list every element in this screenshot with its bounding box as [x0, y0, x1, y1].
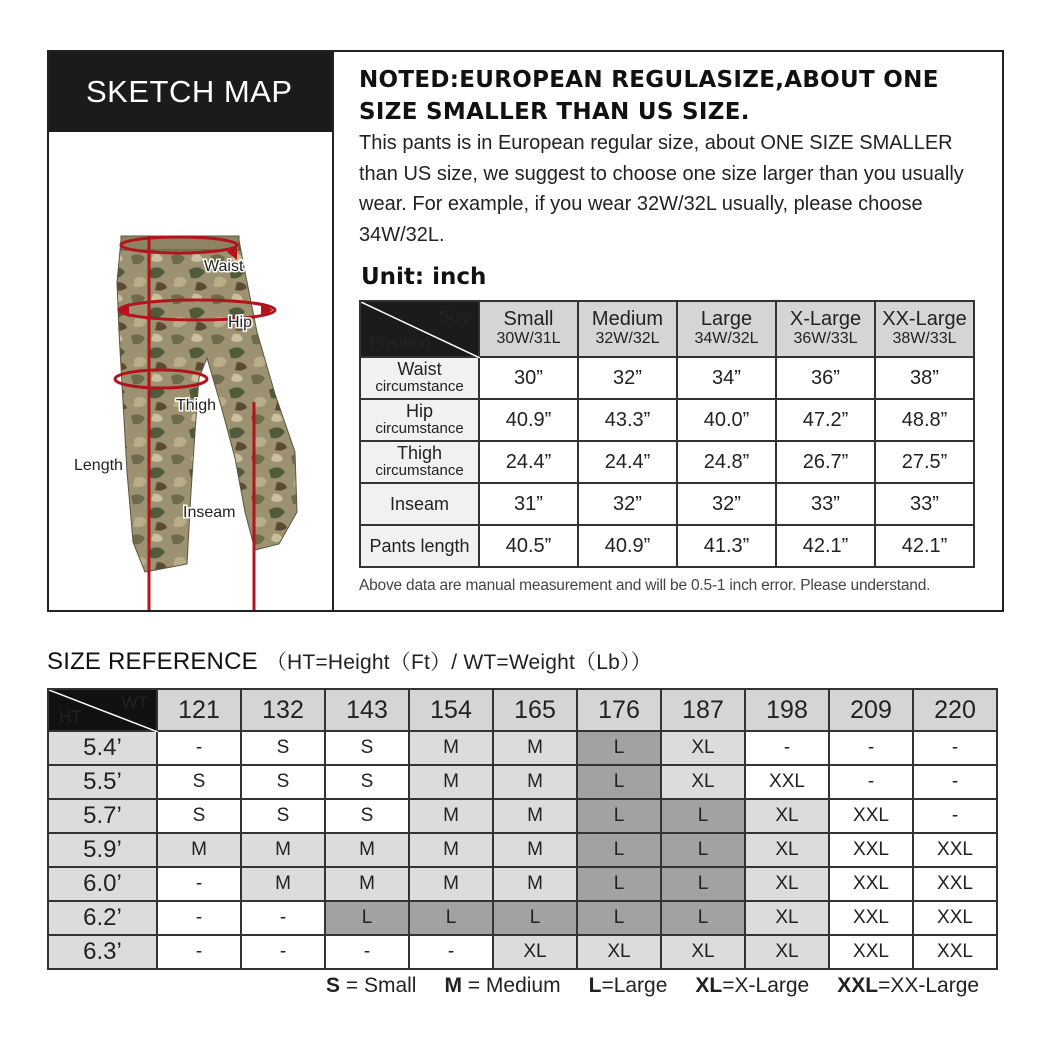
table-cell: 34”	[677, 357, 776, 399]
size-cell: S	[325, 799, 409, 833]
size-cell: M	[325, 867, 409, 901]
row-label-thigh	[360, 441, 479, 483]
table-row	[48, 765, 997, 799]
measurement-footnote: Above data are manual measurement and will be 0.5-1 inch error. Please understand.	[359, 577, 931, 594]
weight-header-cell: 143	[325, 689, 409, 731]
size-cell: -	[157, 867, 241, 901]
table-cell: 31”	[479, 483, 578, 525]
height-cell: 5.5’	[48, 765, 157, 799]
thigh-label: Thigh	[176, 397, 217, 414]
table-cell: 40.9”	[578, 525, 677, 567]
table-cell: 33”	[875, 483, 974, 525]
sketch-map-header: SKETCH MAP	[49, 52, 332, 132]
table-cell: 43.3”	[578, 399, 677, 441]
legend-code: L	[588, 974, 602, 997]
size-cell: M	[325, 833, 409, 867]
size-cell: XXL	[913, 901, 997, 935]
height-cell: 6.2’	[48, 901, 157, 935]
size-cell: S	[157, 765, 241, 799]
size-cell: S	[325, 765, 409, 799]
table-row	[360, 525, 974, 567]
row-label-hip	[360, 399, 479, 441]
size-cell: -	[157, 731, 241, 765]
ht-wt-corner	[48, 689, 157, 731]
size-cell: L	[493, 901, 577, 935]
size-cell: XL	[745, 901, 829, 935]
weight-header-cell: 165	[493, 689, 577, 731]
legend-sep: =	[601, 974, 614, 997]
size-cell: L	[661, 867, 745, 901]
height-cell: 5.9’	[48, 833, 157, 867]
size-col-xlarge	[776, 301, 875, 357]
size-cell: S	[241, 799, 325, 833]
size-cell: XXL	[745, 765, 829, 799]
col-fit: 36W/33L	[793, 330, 858, 347]
weight-header-cell: 154	[409, 689, 493, 731]
size-cell: XL	[745, 867, 829, 901]
row-label-sub: circumstance	[375, 462, 464, 479]
inseam-label: Inseam	[183, 504, 236, 521]
row-label-waist	[360, 357, 479, 399]
size-reference-heading: SIZE REFERENCE	[47, 648, 258, 675]
size-cell: M	[241, 833, 325, 867]
row-label-sub: circumstance	[375, 378, 464, 395]
legend-label: X-Large	[734, 974, 810, 997]
table-cell: 32”	[578, 483, 677, 525]
table-cell: 48.8”	[875, 399, 974, 441]
size-cell: S	[157, 799, 241, 833]
size-cell: -	[913, 765, 997, 799]
size-cell: XXL	[829, 833, 913, 867]
sketch-column	[49, 52, 334, 610]
size-cell: M	[409, 731, 493, 765]
legend-item	[695, 974, 809, 997]
size-cell: -	[409, 935, 493, 969]
size-table	[359, 300, 975, 568]
table-row	[48, 867, 997, 901]
size-cell: L	[577, 833, 661, 867]
legend-item	[326, 974, 416, 997]
legend-label: XX-Large	[890, 974, 980, 997]
table-cell: 40.9”	[479, 399, 578, 441]
hip-label: Hip	[228, 314, 253, 331]
size-cell: XXL	[829, 935, 913, 969]
table-cell: 40.0”	[677, 399, 776, 441]
size-cell: XXL	[913, 935, 997, 969]
legend-sep: =	[722, 974, 735, 997]
size-cell: -	[241, 901, 325, 935]
size-cell: L	[661, 901, 745, 935]
size-cell: -	[913, 731, 997, 765]
table-cell: 27.5”	[875, 441, 974, 483]
weight-header-cell: 198	[745, 689, 829, 731]
legend-code: XL	[695, 974, 723, 997]
size-cell: L	[325, 901, 409, 935]
size-cell: -	[157, 901, 241, 935]
size-cell: L	[577, 799, 661, 833]
col-name: Large	[700, 308, 753, 330]
size-cell: XL	[577, 935, 661, 969]
weight-header-cell: 209	[829, 689, 913, 731]
table-row	[360, 399, 974, 441]
table-row	[48, 901, 997, 935]
table-cell: 32”	[677, 483, 776, 525]
size-cell: XXL	[913, 833, 997, 867]
size-cell: -	[157, 935, 241, 969]
row-label-main: Thigh	[396, 443, 443, 463]
pants-measure-diagram	[49, 132, 332, 610]
col-name: XX-Large	[882, 308, 967, 330]
table-row	[48, 935, 997, 969]
size-cell: -	[829, 731, 913, 765]
row-label-inseam	[360, 483, 479, 525]
size-cell: M	[157, 833, 241, 867]
table-cell: 30”	[479, 357, 578, 399]
size-cell: XL	[661, 935, 745, 969]
size-cell: M	[493, 867, 577, 901]
size-reference-subtitle: （HT=Height（Ft）/ WT=Weight（Lb））	[265, 651, 652, 674]
length-label: Length	[74, 457, 123, 474]
table-row	[360, 483, 974, 525]
size-col-medium	[578, 301, 677, 357]
table-cell: 32”	[578, 357, 677, 399]
col-name: Small	[503, 308, 554, 330]
table-row	[48, 799, 997, 833]
weight-header-cell: 121	[157, 689, 241, 731]
height-cell: 6.0’	[48, 867, 157, 901]
row-label-main: Pants length	[369, 535, 470, 556]
table-cell: 24.8”	[677, 441, 776, 483]
size-cell: L	[409, 901, 493, 935]
weight-header-cell: 187	[661, 689, 745, 731]
table-cell: 47.2”	[776, 399, 875, 441]
size-cell: L	[661, 799, 745, 833]
pants-illustration	[49, 132, 332, 610]
row-label-main: Waist	[397, 359, 442, 379]
size-col-large	[677, 301, 776, 357]
size-cell: M	[409, 765, 493, 799]
col-name: Medium	[591, 308, 664, 330]
size-cell: M	[493, 799, 577, 833]
legend-label: Small	[363, 974, 417, 997]
size-cell: XL	[661, 765, 745, 799]
legend-item	[444, 974, 560, 997]
size-cell: L	[661, 833, 745, 867]
weight-header-cell: 176	[577, 689, 661, 731]
legend-code: S	[326, 974, 341, 997]
size-cell: S	[241, 731, 325, 765]
size-cell: XXL	[829, 867, 913, 901]
size-cell: S	[325, 731, 409, 765]
size-cell: M	[493, 833, 577, 867]
table-cell: 42.1”	[875, 525, 974, 567]
height-cell: 6.3’	[48, 935, 157, 969]
size-cell: XL	[661, 731, 745, 765]
corner-position-label: Position	[370, 333, 431, 352]
table-row	[360, 441, 974, 483]
weight-header-cell: 132	[241, 689, 325, 731]
corner-wt-label: WT	[121, 693, 148, 712]
legend-sep: =	[340, 974, 364, 997]
table-row	[48, 731, 997, 765]
row-label-pants-length	[360, 525, 479, 567]
unit-label: Unit: inch	[361, 264, 487, 290]
col-fit: 30W/31L	[496, 330, 561, 347]
size-cell: -	[829, 765, 913, 799]
row-label-sub: circumstance	[375, 420, 464, 437]
table-cell: 26.7”	[776, 441, 875, 483]
table-cell: 36”	[776, 357, 875, 399]
table-cell: 41.3”	[677, 525, 776, 567]
table-row	[48, 833, 997, 867]
size-cell: M	[409, 799, 493, 833]
size-cell: M	[241, 867, 325, 901]
legend-item	[589, 974, 668, 997]
size-cell: L	[577, 765, 661, 799]
legend-item	[837, 974, 979, 997]
size-cell: XXL	[829, 799, 913, 833]
size-cell: XL	[745, 935, 829, 969]
waist-label: Waist	[204, 258, 244, 275]
size-col-small	[479, 301, 578, 357]
size-cell: -	[325, 935, 409, 969]
legend-label: Medium	[485, 974, 561, 997]
table-cell: 40.5”	[479, 525, 578, 567]
size-cell: M	[409, 833, 493, 867]
size-reference-title	[47, 646, 652, 676]
size-cell: XXL	[913, 867, 997, 901]
size-cell: M	[409, 867, 493, 901]
size-reference-table	[47, 688, 998, 970]
size-cell: M	[493, 765, 577, 799]
row-label-main: Hip	[405, 401, 433, 421]
size-col-xxlarge	[875, 301, 974, 357]
weight-header-cell: 220	[913, 689, 997, 731]
legend-label: Large	[613, 974, 668, 997]
size-cell: L	[577, 731, 661, 765]
col-fit: 38W/33L	[892, 330, 957, 347]
size-note-body: This pants is in European regular size, about ONE SIZE SMALLER than US size, we suggest to choose one size larger than you usually wear. For example, if you wear 32W/32L usually, please choose 34W/32L.	[359, 132, 964, 246]
size-info-column	[334, 52, 1004, 610]
table-cell: 42.1”	[776, 525, 875, 567]
size-cell: XL	[745, 799, 829, 833]
size-note-heading: NOTED:EUROPEAN REGULASIZE,ABOUT ONE SIZE SMALLER THAN US SIZE.	[359, 67, 939, 125]
size-cell: L	[577, 901, 661, 935]
sketch-map-panel	[47, 50, 1004, 612]
legend-sep: =	[878, 974, 891, 997]
size-cell: XL	[493, 935, 577, 969]
size-table-header-row	[360, 301, 974, 357]
corner-ht-label: HT	[59, 707, 82, 726]
col-fit: 32W/32L	[595, 330, 660, 347]
height-cell: 5.4’	[48, 731, 157, 765]
size-cell: -	[745, 731, 829, 765]
size-cell: XL	[745, 833, 829, 867]
size-cell: -	[241, 935, 325, 969]
size-cell: -	[913, 799, 997, 833]
legend-code: M	[444, 974, 462, 997]
size-cell: M	[493, 731, 577, 765]
size-cell: L	[577, 867, 661, 901]
col-fit: 34W/32L	[694, 330, 759, 347]
reference-header-row	[48, 689, 997, 731]
size-cell: XXL	[829, 901, 913, 935]
row-label-main: Inseam	[389, 493, 450, 514]
size-legend	[326, 974, 1007, 998]
table-cell: 38”	[875, 357, 974, 399]
size-position-corner	[360, 301, 479, 357]
col-name: X-Large	[789, 308, 862, 330]
table-cell: 33”	[776, 483, 875, 525]
table-cell: 24.4”	[479, 441, 578, 483]
size-cell: S	[241, 765, 325, 799]
legend-sep: =	[461, 974, 486, 997]
corner-size-label: Size	[438, 307, 472, 326]
table-row	[360, 357, 974, 399]
table-cell: 24.4”	[578, 441, 677, 483]
height-cell: 5.7’	[48, 799, 157, 833]
legend-code: XXL	[837, 974, 879, 997]
